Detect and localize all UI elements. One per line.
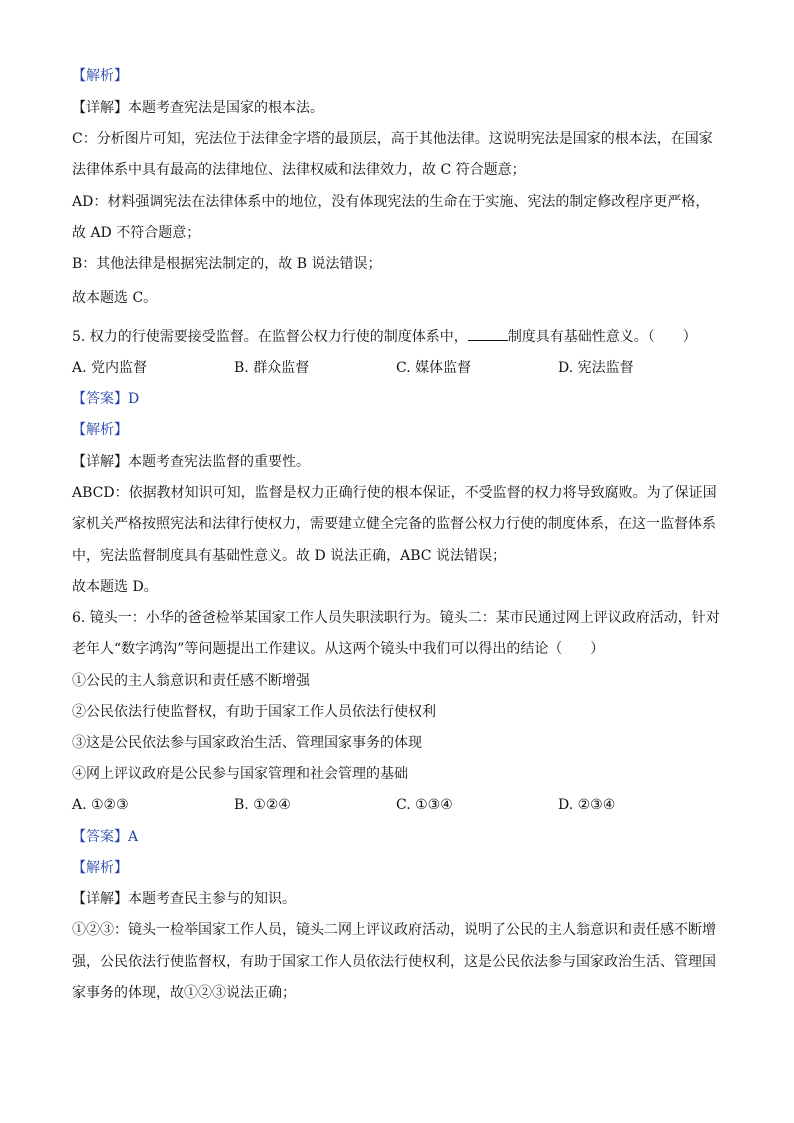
answer-line: 【答案】D [72, 391, 140, 407]
statement-3: ③这是公民依法参与国家政治生活、管理国家事务的体现 [72, 735, 422, 751]
analysis-heading: 【解析】 [72, 422, 128, 438]
option-b: B. 群众监督 [234, 360, 310, 376]
statement-4: ④网上评议政府是公民参与国家管理和社会管理的基础 [72, 766, 408, 782]
question-5-stem-start: 5. 权力的行使需要接受监督。在监督公权力行使的制度体系中， [72, 329, 468, 345]
statement-2: ②公民依法行使监督权，有助于国家工作人员依法行使权利 [72, 704, 436, 720]
detail-line: 【详解】本题考查宪法监督的重要性。 [72, 454, 310, 470]
answer-blank [468, 326, 508, 341]
option-d: D. 宪法监督 [558, 360, 634, 376]
text-line: 中，宪法监督制度具有基础性意义。故 D 说法正确，ABC 说法错误； [72, 548, 506, 564]
question-6-options [72, 795, 722, 815]
analysis-heading: 【解析】 [72, 860, 128, 876]
option-a: A. ①②③ [72, 797, 129, 813]
text-line: 家机关严格按照宪法和法律行使权力，需要建立健全完备的监督公权力行使的制度体系，在这一监督体系 [72, 516, 716, 532]
answer-line: 【答案】A [72, 829, 139, 845]
option-d: D. ②③④ [558, 797, 616, 813]
text-line: C：分析图片可知，宪法位于法律金字塔的最顶层，高于其他法律。这说明宪法是国家的根本法，在国家 [72, 131, 713, 147]
text-line: 家事务的体现，故①②③说法正确； [72, 985, 296, 1001]
detail-line: 【详解】本题考查民主参与的知识。 [72, 891, 296, 907]
text-line: 强，公民依法行使监督权，有助于国家工作人员依法行使权利，这是公民依法参与国家政治生活、管理国 [72, 954, 716, 970]
text-line: 故本题选 C。 [72, 290, 158, 306]
text-line: 法律体系中具有最高的法律地位、法律权威和法律效力，故 C 符合题意； [72, 162, 526, 178]
statement-1: ①公民的主人翁意识和责任感不断增强 [72, 673, 310, 689]
question-6-line-2: 老年人“数字鸿沟”等问题提出工作建议。从这两个镜头中我们可以得出的结论（ ） [72, 641, 605, 657]
text-line: 故本题选 D。 [72, 579, 158, 595]
text-line: 故 AD 不符合题意； [72, 225, 201, 241]
option-a: A. 党内监督 [72, 360, 148, 376]
option-c: C. ①③④ [396, 797, 453, 813]
question-5 [72, 326, 722, 347]
question-5-stem-end: 制度具有基础性意义。（ ） [507, 329, 697, 345]
text-line: ①②③：镜头一检举国家工作人员，镜头二网上评议政府活动，说明了公民的主人翁意识和责任感不断增 [72, 922, 716, 938]
option-c: C. 媒体监督 [396, 360, 472, 376]
text-line: B：其他法律是根据宪法制定的，故 B 说法错误； [72, 256, 382, 272]
option-b: B. ①②④ [234, 797, 291, 813]
analysis-heading: 【解析】 [72, 68, 128, 84]
text-line: AD：材料强调宪法在法律体系中的地位，没有体现宪法的生命在于实施、宪法的制定修改程序更严格， [72, 194, 710, 210]
text-line: ABCD：依据教材知识可知，监督是权力正确行使的根本保证，不受监督的权力将导致腐败。为了保证国 [72, 485, 717, 501]
detail-line: 【详解】本题考查宪法是国家的根本法。 [72, 100, 324, 116]
question-5-options [72, 358, 722, 378]
question-6-line-1: 6. 镜头一：小华的爸爸检举某国家工作人员失职渎职行为。镜头二：某市民通过网上评议政府活动，针对 [72, 610, 720, 626]
